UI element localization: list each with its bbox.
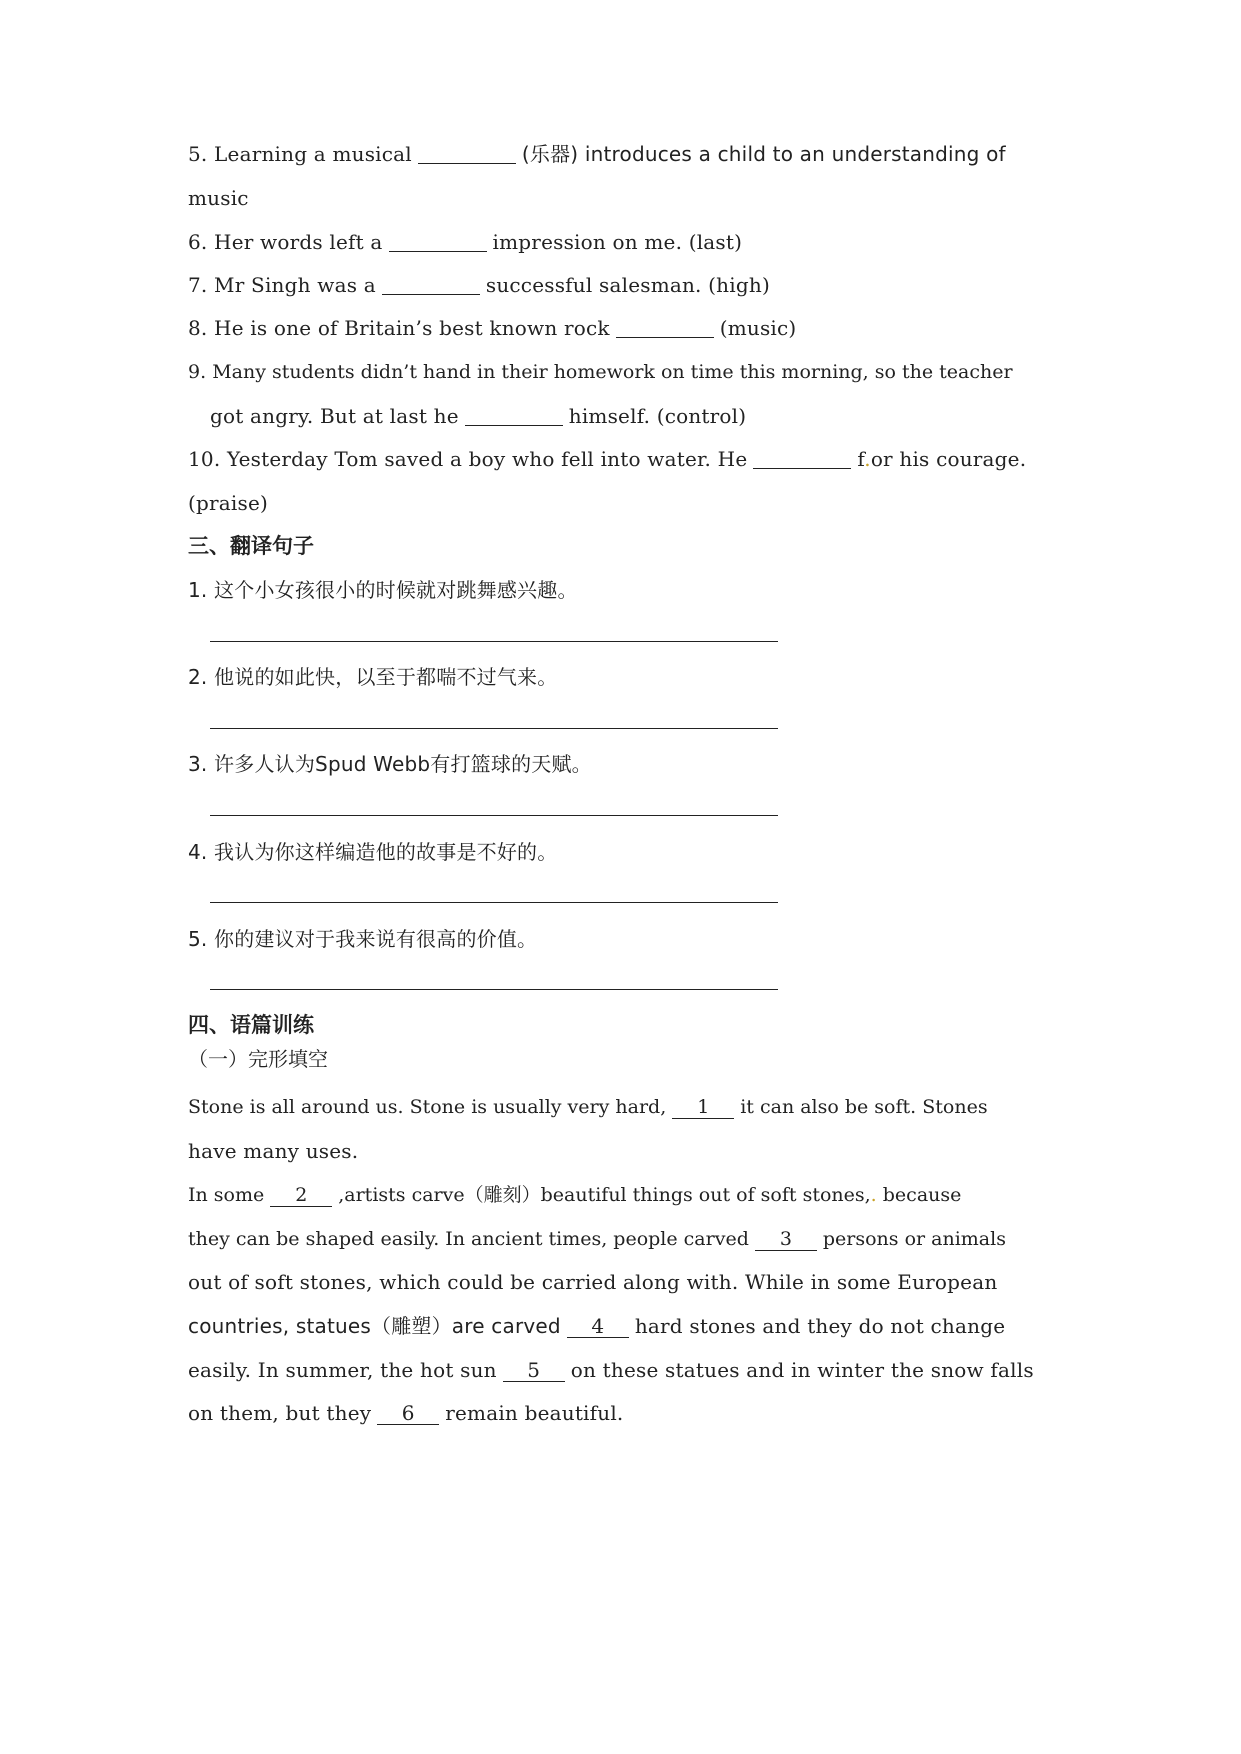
question-text: f — [857, 447, 865, 471]
passage-line — [188, 1225, 1006, 1253]
passage-text: remain beautiful. — [445, 1401, 624, 1425]
question-text: (praise) — [188, 491, 268, 515]
item-text: 我认为你这样编造他的故事是不好的。 — [214, 840, 558, 864]
translation-item-4 — [188, 838, 557, 866]
stray-mark: . — [864, 447, 871, 471]
cloze-blank[interactable]: 2 — [270, 1184, 332, 1207]
question-5-cont — [188, 184, 249, 212]
answer-blank[interactable] — [382, 274, 480, 295]
cloze-blank[interactable]: 1 — [672, 1096, 734, 1119]
passage-text: out of soft stones, which could be carried along with. While in some European — [188, 1270, 998, 1294]
passage-text: persons or animals — [822, 1228, 1006, 1250]
question-text: impression on me. (last) — [492, 230, 743, 254]
answer-blank[interactable] — [418, 143, 516, 164]
section-heading: 四、语篇训练 — [188, 1013, 314, 1037]
passage-text: In some — [188, 1184, 265, 1206]
question-9-cont — [210, 402, 746, 430]
section-heading: 三、翻译句子 — [188, 534, 314, 558]
answer-blank[interactable] — [389, 231, 487, 252]
item-number: 4. — [188, 840, 208, 864]
answer-blank[interactable] — [465, 405, 563, 426]
passage-line — [188, 1399, 623, 1427]
question-text: Yesterday Tom saved a boy who fell into water. He — [226, 447, 748, 471]
answer-line[interactable] — [210, 901, 778, 903]
passage-line — [188, 1312, 1005, 1340]
cloze-blank[interactable]: 5 — [503, 1359, 565, 1382]
question-6 — [188, 228, 742, 256]
passage-text: have many uses. — [188, 1139, 359, 1163]
item-text: 你的建议对于我来说有很高的价值。 — [214, 927, 538, 951]
question-text: or his courage. — [870, 447, 1027, 471]
item-text: 许多人认为Spud Webb有打篮球的天赋。 — [214, 752, 592, 776]
cloze-blank[interactable]: 3 — [755, 1228, 817, 1251]
question-text: Mr Singh was a — [214, 273, 376, 297]
passage-text: on these statues and in winter the snow falls — [570, 1358, 1034, 1382]
question-7 — [188, 271, 770, 299]
translation-item-5 — [188, 925, 537, 953]
item-number: 2. — [188, 665, 208, 689]
passage-text: it can also be soft. Stones — [740, 1096, 988, 1118]
subsection-heading: （一）完形填空 — [188, 1047, 328, 1071]
question-10-cont — [188, 489, 268, 517]
question-text: successful salesman. (high) — [485, 273, 770, 297]
question-text: himself. (control) — [568, 404, 747, 428]
passage-text: hard stones and they do not change — [634, 1314, 1006, 1338]
question-number: 10. — [188, 447, 221, 471]
question-text: (music) — [719, 316, 797, 340]
translation-item-2 — [188, 663, 557, 691]
passage-line — [188, 1268, 997, 1296]
passage-text: because — [882, 1184, 962, 1206]
answer-line[interactable] — [210, 727, 778, 729]
cloze-blank[interactable]: 6 — [377, 1402, 439, 1425]
passage-line — [188, 1093, 988, 1121]
answer-blank[interactable] — [753, 448, 851, 469]
item-number: 5. — [188, 927, 208, 951]
passage-text: countries, statues（雕塑）are carved — [188, 1314, 561, 1338]
answer-blank[interactable] — [616, 317, 714, 338]
item-number: 1. — [188, 578, 208, 602]
passage-text: Stone is all around us. Stone is usually very hard, — [188, 1096, 667, 1118]
question-number: 9. — [188, 361, 207, 383]
question-9 — [188, 358, 1013, 386]
answer-line[interactable] — [210, 814, 778, 816]
question-10 — [188, 445, 1026, 473]
passage-line — [188, 1181, 961, 1209]
answer-line[interactable] — [210, 988, 778, 990]
question-text: Many students didn’t hand in their homework on time this morning, so the teacher — [212, 361, 1013, 383]
item-number: 3. — [188, 752, 208, 776]
question-text: He is one of Britain’s best known rock — [214, 316, 610, 340]
question-number: 6. — [188, 230, 208, 254]
question-number: 5. — [188, 142, 208, 166]
question-text: got angry. But at last he — [210, 404, 459, 428]
question-number: 8. — [188, 316, 208, 340]
item-text: 这个小女孩很小的时候就对跳舞感兴趣。 — [214, 578, 578, 602]
item-text: 他说的如此快，以至于都喘不过气来。 — [214, 665, 558, 689]
passage-line — [188, 1356, 1034, 1384]
passage-line — [188, 1137, 358, 1165]
question-5 — [188, 140, 1006, 168]
question-number: 7. — [188, 273, 208, 297]
question-text: (乐器) introduces a child to an understanding of — [521, 142, 1006, 166]
cloze-blank[interactable]: 4 — [567, 1315, 629, 1338]
question-text: music — [188, 186, 249, 210]
passage-text: on them, but they — [188, 1401, 372, 1425]
stray-mark: . — [870, 1184, 877, 1206]
translation-item-1 — [188, 576, 578, 604]
question-text: Learning a musical — [214, 142, 412, 166]
question-8 — [188, 314, 796, 342]
translation-item-3 — [188, 750, 592, 778]
passage-text: ,artists carve（雕刻）beautiful things out of soft stones, — [338, 1184, 871, 1206]
answer-line[interactable] — [210, 640, 778, 642]
passage-text: easily. In summer, the hot sun — [188, 1358, 497, 1382]
question-text: Her words left a — [214, 230, 383, 254]
passage-text: they can be shaped easily. In ancient times, people carved — [188, 1228, 749, 1250]
